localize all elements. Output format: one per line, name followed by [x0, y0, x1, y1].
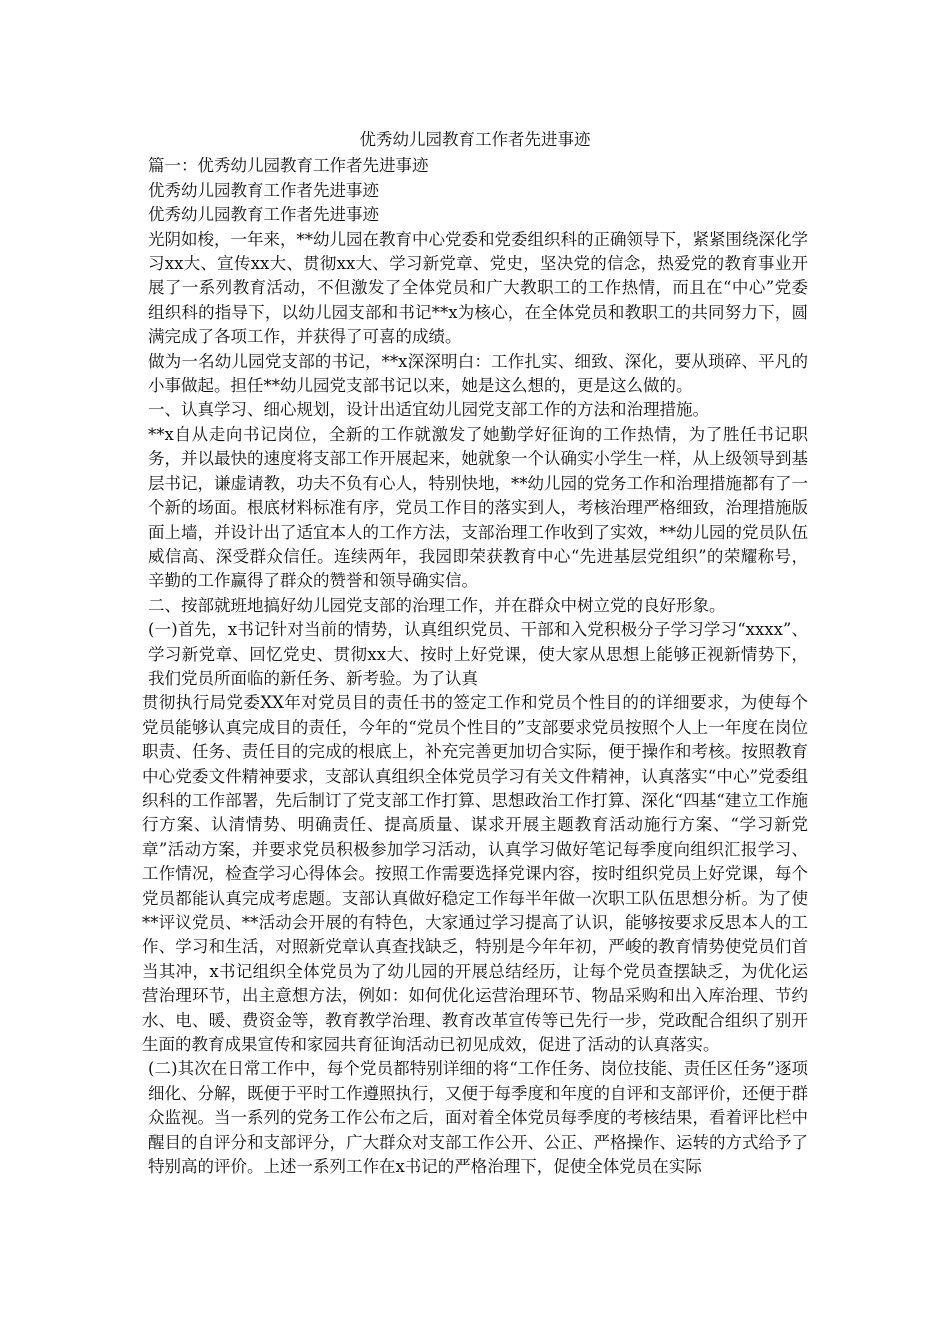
heading-line: 优秀幼儿园教育工作者先进事迹	[148, 205, 379, 225]
paragraph: (一)首先，x书记针对当前的情势，认真组织党员、干部和入党积极分子学习学习“xxxx”、学习新党章、回忆党史、贯彻xx大、按时上好党课，使大家从思想上能够正视新情势下，我们党员所面临的新任务、新考验。为了认真	[148, 620, 808, 688]
heading-line: 篇一：优秀幼儿园教育工作者先进事迹	[148, 156, 429, 176]
paragraph: 光阴如梭，一年来，**幼儿园在教育中心党委和党委组织科的正确领导下，紧紧围绕深化学习xx大、宣传xx大、贯彻xx大、学习新党章、党史，坚决党的信念，热爱党的教育事业开展了一系列教育活动，不但激发了全体党员和广大教职工的工作热情，而且在“中心”党委组织科的指导下，以幼儿园支部和书记**x为核心，在全体党员和教职工的共同努力下，圆满完成了各项工作，并获得了可喜的成绩。	[148, 229, 808, 347]
section-heading: 二、按部就班地搞好幼儿园党支部的治理工作，并在群众中树立党的良好形象。	[148, 595, 726, 615]
paragraph: 做为一名幼儿园党支部的书记，**x深深明白：工作扎实、细致、深化，要从琐碎、平凡的小事做起。担任**幼儿园党支部书记以来，她是这么想的，更是这么做的。	[148, 351, 808, 396]
paragraph: 贯彻执行局党委XX年对党员目的责任书的签定工作和党员个性目的的详细要求，为使每个党员能够认真完成目的责任，今年的“党员个性目的”支部要求党员按照个人上一年度在岗位职责、任务、责任目的完成的根底上，补充完善更加切合实际，便于操作和考核。按照教育中心党委文件精神要求，支部认真组织全体党员学习有关文件精神，认真落实“中心”党委组织科的工作部署，先后制订了党支部工作打算、思想政治工作打算、深化“四基“建立工作施行方案、认清情势、明确责任、提高质量、谋求开展主题教育活动施行方案、“学习新党章”活动方案，并要求党员积极参加学习活动，认真学习做好笔记每季度向组织汇报学习、工作情况，检查学习心得体会。按照工作需要选择党课内容，按时组织党员上好党课，每个党员都能认真完成考虑题。支部认真做好稳定工作每半年做一次职工队伍思想分析。为了使**评议党员、**活动会开展的有特色，大家通过学习提高了认识，能够按要求反思本人的工作、学习和生活，对照新党章认真查找缺乏，特别是今年年初，严峻的教育情势使党员们首当其冲，x书记组织全体党员为了幼儿园的开展总结经历，让每个党员查摆缺乏，为优化运营治理环节，出主意想方法，例如：如何优化运营治理环节、物品采购和出入库治理、节约水、电、暖、费资金等，教育教学治理、教育改革宣传等已先行一步，党政配合组织了别开生面的教育成果宣传和家园共育征询活动已初见成效，促进了活动的认真落实。	[142, 693, 808, 1055]
document-title: 优秀幼儿园教育工作者先进事迹	[359, 130, 591, 149]
section-heading: 一、认真学习、细心规划，设计出适宜幼儿园党支部工作的方法和治理措施。	[148, 400, 709, 420]
heading-line: 优秀幼儿园教育工作者先进事迹	[148, 180, 379, 200]
paragraph: **x自从走向书记岗位，全新的工作就激发了她勤学好征询的工作热情，为了胜任书记职务，并以最快的速度将支部工作开展起来，她就象一个认确实小学生一样，从上级领导到基层书记，谦虚请教，功夫不负有心人，特别快地，**幼儿园的党务工作和治理措施都有了一个新的场面。根底材料标准有序，党员工作目的落实到人，考核治理严格细致，治理措施版面上墙，并设计出了适宜本人的工作方法，支部治理工作收到了实效，**幼儿园的党员队伍威信高、深受群众信任。连续两年，我园即荣获教育中心“先进基层党组织”的荣耀称号，辛勤的工作赢得了群众的赞誉和领导确实信。	[148, 424, 808, 591]
document-page	[142, 128, 808, 1179]
paragraph: (二)其次在日常工作中，每个党员都特别详细的将“工作任务、岗位技能、责任区任务”逐项细化、分解，既便于平时工作遵照执行，又便于每季度和年度的自评和支部评价，还便于群众监视。当一系列的党务工作公布之后，面对着全体党员每季度的考核结果，看着评比栏中醒目的自评分和支部评分，广大群众对支部工作公开、公正、严格操作、运转的方式给予了特别高的评价。上述一系列工作在x书记的严格治理下，促使全体党员在实际	[148, 1059, 808, 1177]
